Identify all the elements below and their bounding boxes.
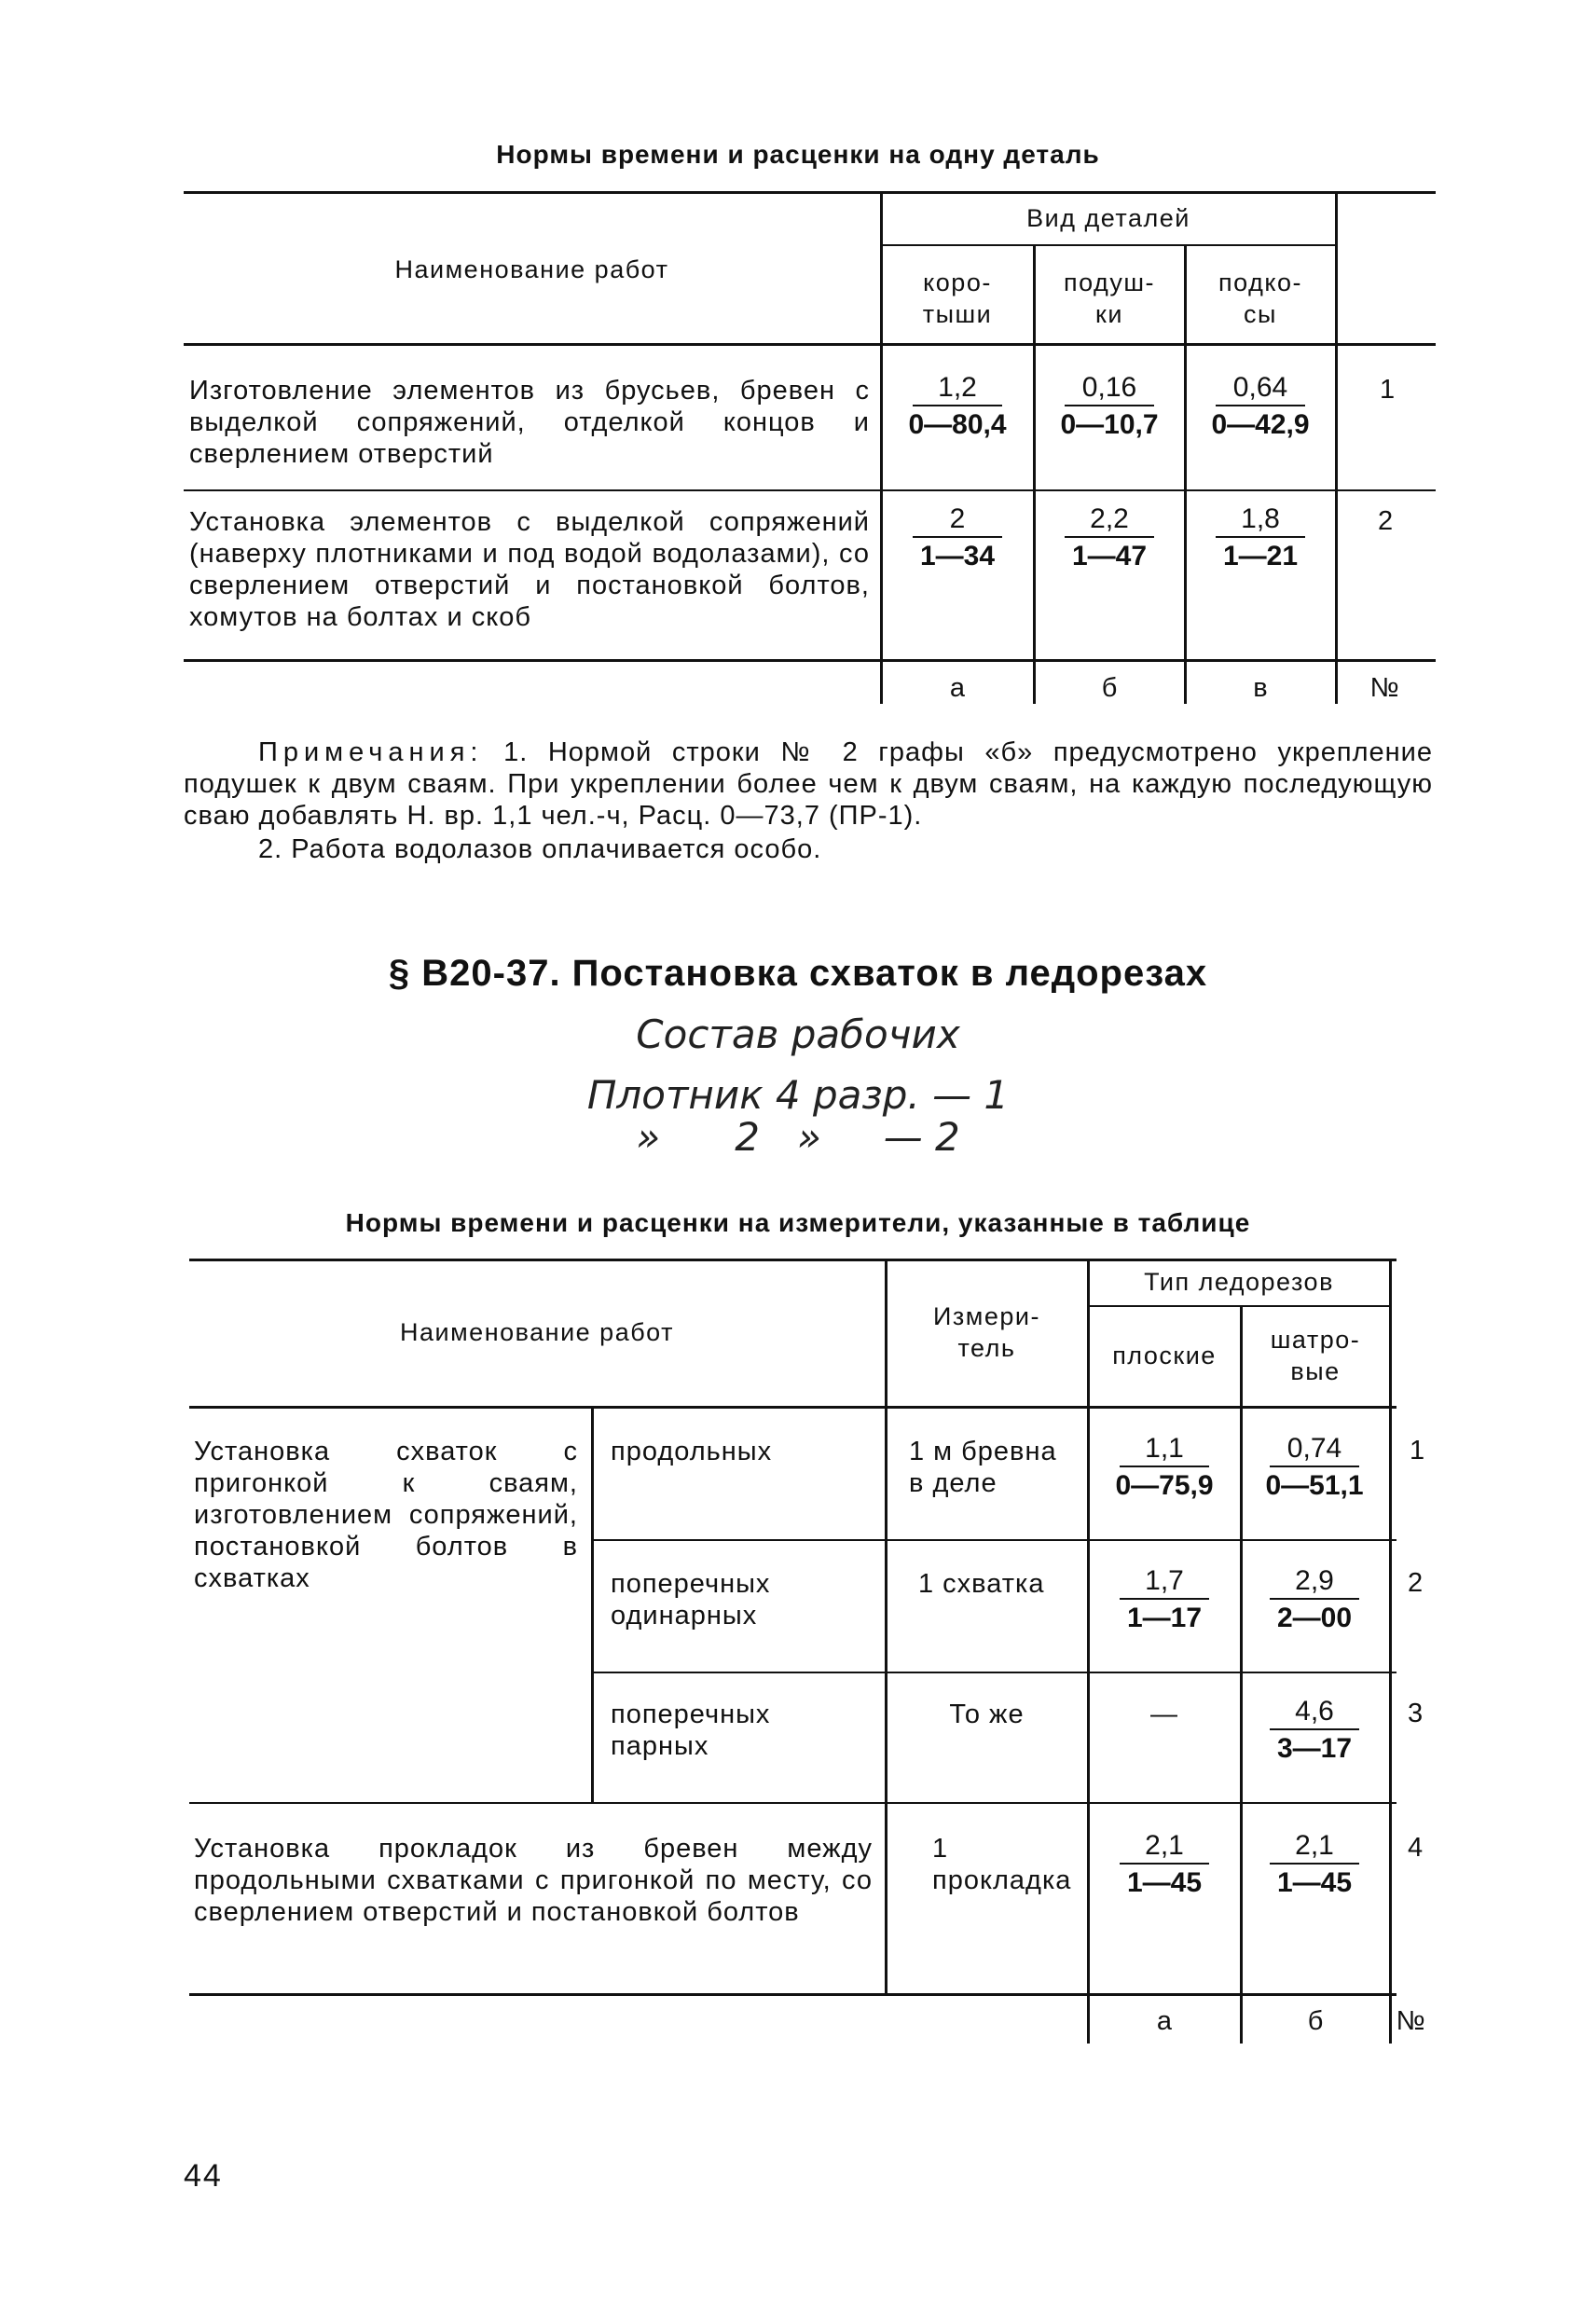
table2-header-work: Наименование работ (400, 1318, 674, 1346)
norm-value: 1,7 (1145, 1565, 1184, 1596)
table2-row3-col-b (1245, 1695, 1384, 1768)
table1-top-rule (184, 191, 1436, 194)
norm-value: 4,6 (1295, 1696, 1334, 1727)
table1-row1-work: Изготовление элементов из брусьев, бревен с выделкой сопряжений, отделкой концов и сверлением отверстий (189, 376, 870, 469)
table2-row3-col-a-empty: — (1150, 1700, 1178, 1729)
rate-value: 0—80,4 (908, 409, 1007, 440)
table1-col-divider (1335, 191, 1338, 704)
table1-row2-work: Установка элементов с выделкой сопряжений (наверху плотниками и под водой водолазами), со сверлением отверстий и постановкой болтов, хомутов на болтах и скоб (189, 507, 870, 632)
table2-row1-num: 1 (1410, 1436, 1425, 1466)
table1-row2-col-b (1039, 502, 1179, 575)
norm-value: 2 (949, 503, 966, 534)
note-1-text: 1. Нормой строки № 2 графы «б» предусмотрено укрепление подушек к двум сваям. При укреплении более чем к двум сваям, на каждую последующую сваю добавлять Н. вр. 1,1 чел.-ч, Расц. 0—73,7 (ПР-1). (184, 737, 1433, 831)
table2-header-group: Тип ледорезов (1144, 1268, 1334, 1296)
table1-row1-col-b (1039, 371, 1179, 444)
table2-row1-col-a (1094, 1432, 1234, 1505)
table1-row2-col-c (1190, 502, 1330, 575)
rate-value: 0—75,9 (1115, 1470, 1214, 1501)
section-title: § В20-37. Постановка схваток в ледорезах (388, 953, 1208, 994)
table1-header-col-a: коро- тыши (922, 268, 993, 328)
crew-line-2: » 2 » — 2 (636, 1114, 960, 1160)
rate-value: 1—47 (1071, 541, 1148, 571)
rate-value: 0—51,1 (1265, 1470, 1364, 1501)
rate-value: 1—17 (1126, 1603, 1203, 1633)
table1-row2-col-a (887, 502, 1027, 575)
table2-header-col-a: плоские (1112, 1342, 1217, 1369)
table2-col-divider (1087, 1259, 1090, 2044)
note-2: 2. Работа водолазов оплачивается особо. (258, 834, 822, 864)
notes-label: Примечания: (258, 737, 484, 767)
table2-sub-rule (593, 1539, 1396, 1541)
norm-value: 1,1 (1145, 1433, 1184, 1464)
table2-colid-a: а (1156, 2006, 1173, 2036)
table2-row3-num: 3 (1408, 1699, 1424, 1728)
table2-bottom-rule (189, 1993, 1396, 1996)
table2-row2-col-a (1094, 1564, 1234, 1637)
table2-header-measure: Измери- тель (933, 1302, 1040, 1362)
table2-caption: Нормы времени и расценки на измерители, указанные в таблице (345, 1208, 1251, 1237)
table2-row1-sub: продольных (611, 1437, 773, 1466)
table1-row-rule (184, 489, 1436, 491)
table2-col-divider (1389, 1259, 1392, 2044)
table1-row1-num: 1 (1380, 375, 1396, 405)
table2-col-divider (1240, 1305, 1243, 2044)
table2-sub-rule (593, 1672, 1396, 1673)
table2-colid-b: б (1307, 2006, 1324, 2036)
norm-value: 0,64 (1232, 372, 1288, 403)
rate-value: 1—21 (1222, 541, 1299, 571)
rate-value: 0—10,7 (1060, 409, 1159, 440)
table2-row3-measure: То же (949, 1700, 1025, 1729)
crew-title: Состав рабочих (636, 1012, 960, 1057)
table2-row3-sub: поперечных парных (611, 1700, 771, 1761)
rate-value: 1—45 (1276, 1867, 1353, 1898)
norm-value: 2,9 (1295, 1565, 1334, 1596)
table2-col-divider (885, 1259, 887, 1995)
table2-row1-measure: 1 м бревна в деле (909, 1437, 1057, 1498)
table2-col-divider (591, 1406, 594, 1804)
table1-row1-col-c (1190, 371, 1330, 444)
table1-colid-b: б (1101, 673, 1118, 703)
norm-value: 1,2 (938, 372, 977, 403)
table2-row2-measure: 1 схватка (918, 1569, 1045, 1599)
table2-top-rule (189, 1259, 1396, 1261)
table2-row4-work: Установка прокладок из бревен между продольными схватками с пригонкой по месту, со сверлением отверстий и постановкой болтов (194, 1834, 873, 1927)
table1-row2-num: 2 (1378, 506, 1394, 536)
rate-value: 1—34 (919, 541, 996, 571)
table2-row-rule (189, 1802, 1396, 1804)
table1-group-rule (882, 244, 1338, 246)
table1-caption: Нормы времени и расценки на одну деталь (496, 140, 1100, 169)
table2-header-rule (189, 1406, 1396, 1409)
table1-colid-c: в (1253, 673, 1268, 703)
table2-row2-num: 2 (1408, 1568, 1424, 1598)
table1-row1-col-a (887, 371, 1027, 444)
table1-header-rule (184, 343, 1436, 346)
page-number: 44 (184, 2158, 223, 2194)
table2-row4-col-b (1245, 1829, 1384, 1902)
table2-group-work: Установка схваток с пригонкой к сваям, изготовлением сопряжений, постановкой болтов в схватках (194, 1437, 578, 1593)
norm-value: 2,2 (1090, 503, 1129, 534)
table2-colid-num: № (1396, 2006, 1425, 2036)
table1-bottom-rule (184, 659, 1436, 662)
table1-header-group: Вид деталей (1026, 204, 1190, 232)
table1-header-col-c: подко- сы (1218, 268, 1302, 328)
rate-value: 1—45 (1126, 1867, 1203, 1898)
table2-row4-measure: 1 прокладка (932, 1834, 1072, 1895)
table1-header-col-b: подуш- ки (1064, 268, 1155, 328)
rate-value: 2—00 (1276, 1603, 1353, 1633)
table2-row2-col-b (1245, 1564, 1384, 1637)
rate-value: 0—42,9 (1211, 409, 1310, 440)
norm-value: 2,1 (1145, 1830, 1184, 1861)
crew-line-1: Плотник 4 разр. — 1 (586, 1072, 1010, 1118)
table2-header-col-b: шатро- вые (1270, 1326, 1361, 1385)
table2-row1-col-b (1245, 1432, 1384, 1505)
norm-value: 1,8 (1241, 503, 1280, 534)
norm-value: 0,16 (1081, 372, 1137, 403)
table1-colid-a: а (949, 673, 966, 703)
table2-row2-sub: поперечных одинарных (611, 1569, 771, 1631)
table2-row4-num: 4 (1408, 1833, 1424, 1863)
table2-row4-col-a (1094, 1829, 1234, 1902)
norm-value: 0,74 (1286, 1433, 1342, 1464)
norm-value: 2,1 (1295, 1830, 1334, 1861)
table1-header-work: Наименование работ (394, 255, 669, 283)
note-1 (184, 736, 1433, 832)
table1-colid-num: № (1369, 673, 1399, 703)
rate-value: 3—17 (1276, 1733, 1353, 1764)
